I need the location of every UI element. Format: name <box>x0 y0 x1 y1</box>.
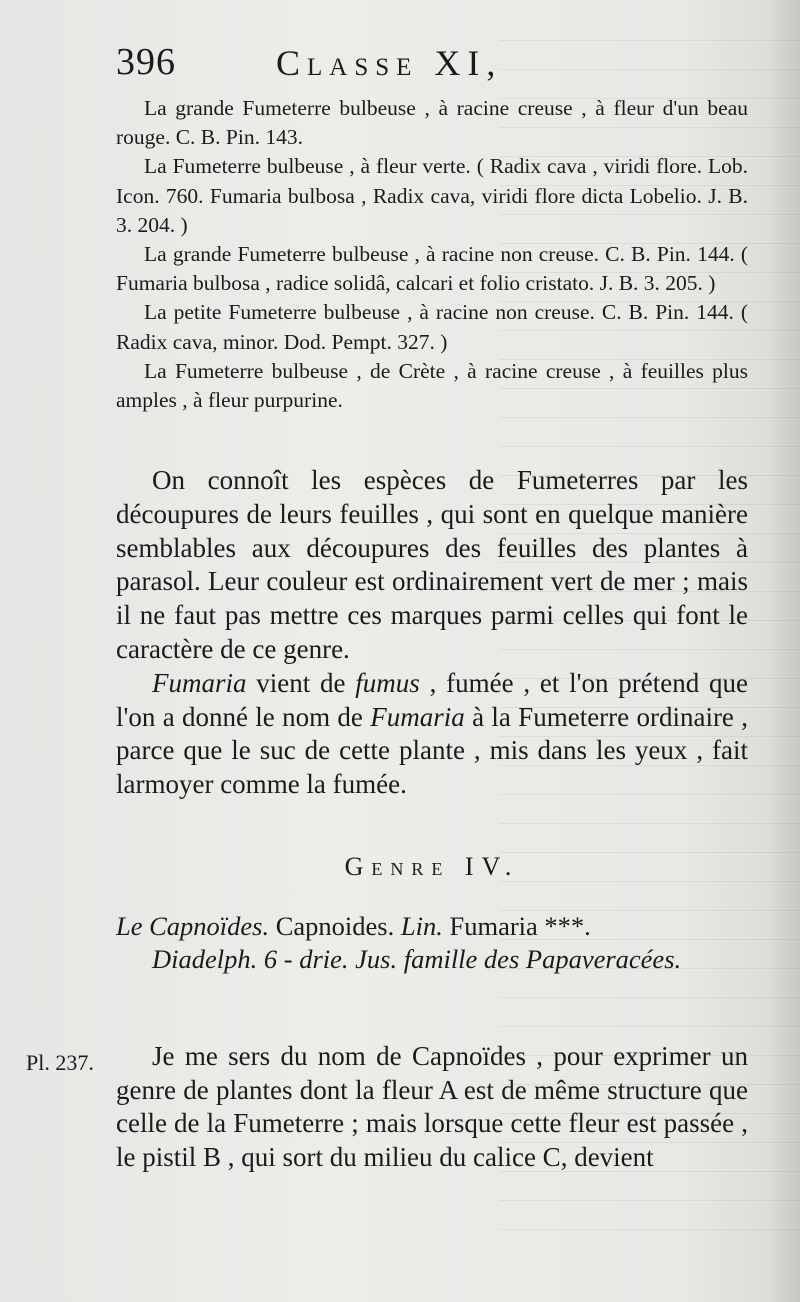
genus-text <box>116 1040 748 1174</box>
text-run: à la Fumeterre ordinaire , parce que le suc de cette plante , mis dans les yeux , fait larmoyer comme la fumée. <box>116 701 748 800</box>
species-entry: La grande Fumeterre bulbeuse , à racine creuse , à fleur d'un beau rouge. C. B. Pin. 143. <box>116 96 748 150</box>
commentary-paragraph: On connoît les espèces de Fumeterres par les découpures de leurs feuilles , qui sont en quelque manière semblables aux découpures des feuilles des plantes à parasol. Leur couleur est ordinairement vert de mer ; mais il ne faut pas mettre ces marques parmi celles qui font le caractère de ce genre. <box>116 465 748 664</box>
italic-word: Fumaria <box>370 701 465 732</box>
linnaeus-reference: Lin. <box>400 911 443 941</box>
etymology-paragraph <box>116 667 748 802</box>
genus-paragraph: Je me sers du nom de Capnoïdes , pour exprimer un genre de plantes dont la fleur A est de même structure que celle de la Fumeterre ; mais lorsque cette fleur est passée , le pistil B , qui sort du milieu du calice C, devient <box>116 1041 748 1172</box>
page-edge-shadow <box>766 0 800 1302</box>
genre-heading: Genre IV. <box>344 852 520 881</box>
italic-word: fumus <box>355 667 420 698</box>
commentary <box>116 464 748 802</box>
plate-reference: Pl. 237. <box>26 1050 94 1075</box>
species-list <box>116 94 748 415</box>
running-head: Classe XI, <box>276 43 503 83</box>
species-entry: La petite Fumeterre bulbeuse , à racine non creuse. C. B. Pin. 144. ( Radix cava, minor. Dod. Pempt. 327. ) <box>116 300 748 354</box>
genus-name-latin: Capnoides. <box>269 911 401 941</box>
text-run: vient de <box>246 667 356 698</box>
text-run: , fumée , et l'on prétend que l'on a donné le nom de <box>116 667 748 732</box>
fumaria-reference: Fumaria ***. <box>442 911 591 941</box>
species-entry: La grande Fumeterre bulbeuse , à racine non creuse. C. B. Pin. 144. ( Fumaria bulbosa , radice solidâ, calcari et folio cristato. J. B. 3. 205. ) <box>116 242 748 296</box>
genus-description <box>116 910 748 976</box>
species-entry: La Fumeterre bulbeuse , à fleur verte. ( Radix cava , viridi flore. Lob. Icon. 760. Fumaria bulbosa , Radix cava, viridi flore dicta Lobelio. J. B. 3. 204. ) <box>116 154 748 237</box>
italic-word: Fumaria <box>152 667 247 698</box>
classification-text: Diadelph. 6 - drie. Jus. famille des Papaveracées. <box>152 944 682 974</box>
genus-name-french: Le Capnoïdes. <box>116 911 270 941</box>
classification-line <box>116 943 748 976</box>
page-number: 396 <box>116 41 176 83</box>
species-entry: La Fumeterre bulbeuse , de Crète , à racine creuse , à feuilles plus amples , à fleur purpurine. <box>116 358 748 413</box>
genus-name-line <box>116 910 748 943</box>
page-header <box>116 40 756 90</box>
